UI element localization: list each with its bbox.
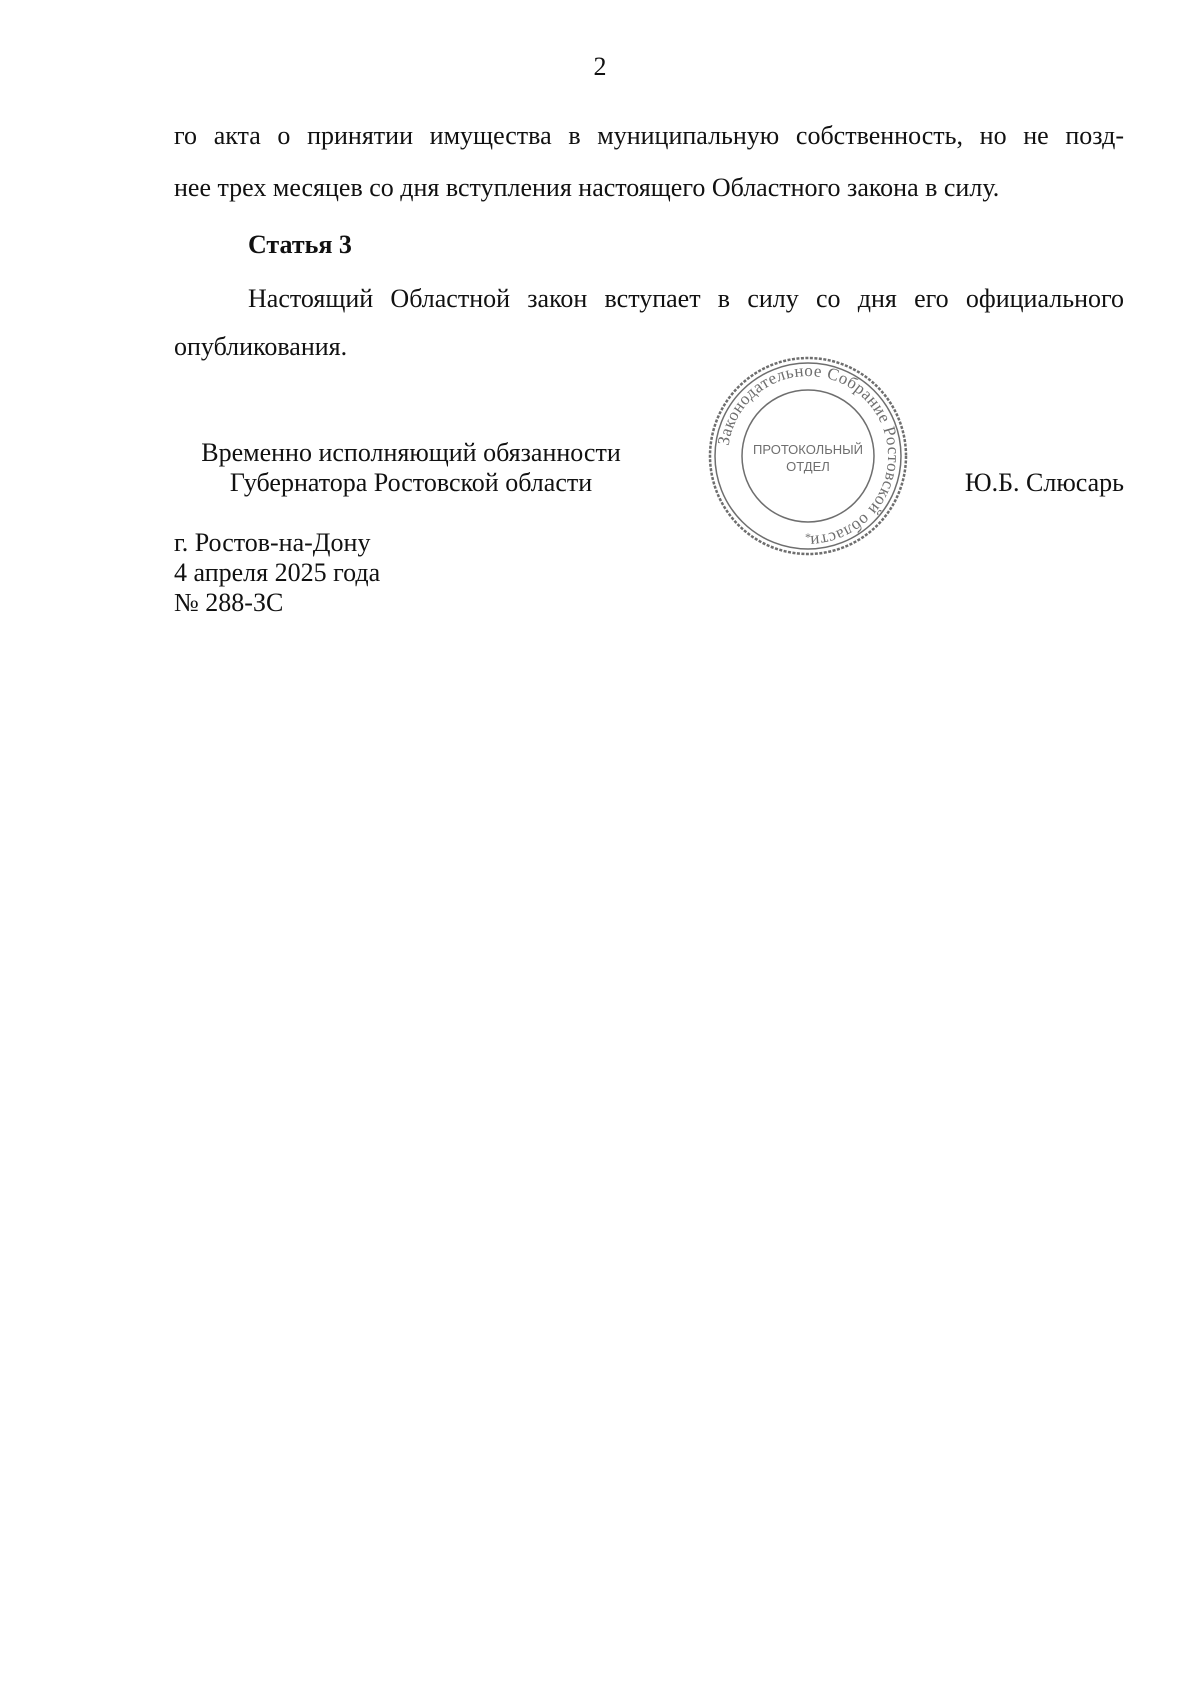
stamp-ring-text: Законодательное Собрание Ростовской области — [713, 360, 904, 552]
stamp-star-icon: * — [805, 530, 811, 544]
signer-title — [176, 438, 646, 498]
official-stamp — [706, 354, 910, 558]
law-date: 4 апреля 2025 года — [174, 558, 381, 587]
paragraph-line: го акта о принятии имущества в муниципальную собственность, но не позд- — [174, 121, 1124, 150]
signer-title-line: Губернатора Ростовской области — [229, 468, 593, 497]
place-date-number — [174, 528, 380, 618]
law-number: № 288-ЗС — [174, 588, 284, 617]
stamp-center-line: ПРОТОКОЛЬНЫЙ — [752, 442, 864, 457]
article-heading: Статья 3 — [248, 230, 352, 259]
place-city: г. Ростов-на-Дону — [174, 528, 371, 557]
paragraph-line: опубликования. — [174, 332, 348, 361]
paragraph-line: нее трех месяцев со дня вступления настоящего Областного закона в силу. — [174, 173, 1000, 202]
signer-name: Ю.Б. Слюсарь — [964, 468, 1124, 497]
paragraph-continuation — [174, 110, 1124, 214]
paragraph-line: Настоящий Областной закон вступает в силу со дня его официального — [248, 284, 1124, 313]
stamp-center-line: ОТДЕЛ — [786, 459, 830, 474]
signer-title-line: Временно исполняющий обязанности — [201, 438, 621, 467]
page-number: 2 — [593, 52, 607, 81]
article-paragraph — [174, 275, 1124, 371]
